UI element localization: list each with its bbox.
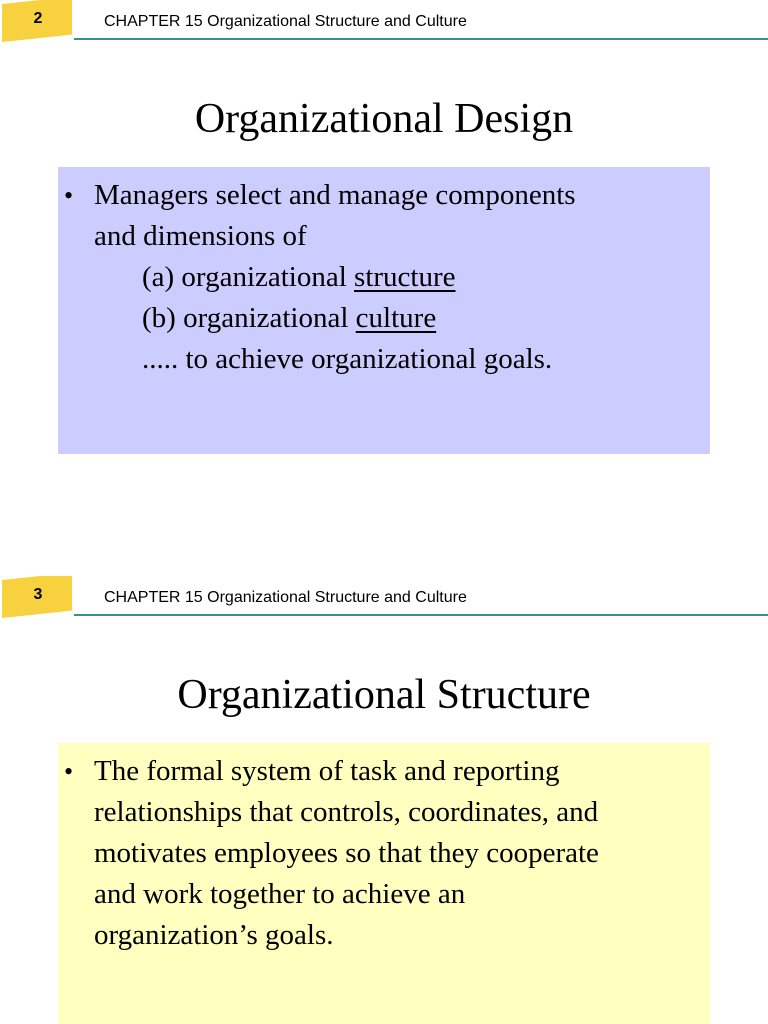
chapter-header: CHAPTER 15 Organizational Structure and Culture xyxy=(104,589,467,606)
slide-number: 3 xyxy=(33,586,43,603)
content-box xyxy=(58,167,710,454)
slide-number: 2 xyxy=(33,10,43,27)
slide-title: Organizational Design xyxy=(194,96,574,142)
text-line: motivates employees so that they cooperate xyxy=(94,837,599,869)
underlined-term: structure xyxy=(354,261,456,293)
text-line: The formal system of task and reporting xyxy=(94,755,560,787)
underlined-term: culture xyxy=(355,302,437,334)
text-line: relationships that controls, coordinates, and xyxy=(94,796,599,828)
slide-title: Organizational Structure xyxy=(177,672,591,718)
header-divider xyxy=(74,614,768,616)
text-line: ..... to achieve organizational goals. xyxy=(142,343,553,375)
content-box xyxy=(58,743,710,1024)
text-line: Managers select and manage components xyxy=(94,179,576,211)
bullet-marker: • xyxy=(64,757,74,786)
text-line: organization’s goals. xyxy=(94,919,334,951)
chapter-header: CHAPTER 15 Organizational Structure and Culture xyxy=(104,13,467,30)
text-line: and work together to achieve an xyxy=(94,878,466,910)
text-line: and dimensions of xyxy=(94,220,307,252)
slide-organizational-structure xyxy=(0,576,768,1024)
header-divider xyxy=(74,38,768,40)
item-prefix: (b) organizational xyxy=(142,302,356,334)
list-item-structure xyxy=(94,257,690,298)
list-item-culture xyxy=(94,298,690,339)
item-prefix: (a) organizational xyxy=(142,261,355,293)
bullet-marker: • xyxy=(64,181,74,210)
